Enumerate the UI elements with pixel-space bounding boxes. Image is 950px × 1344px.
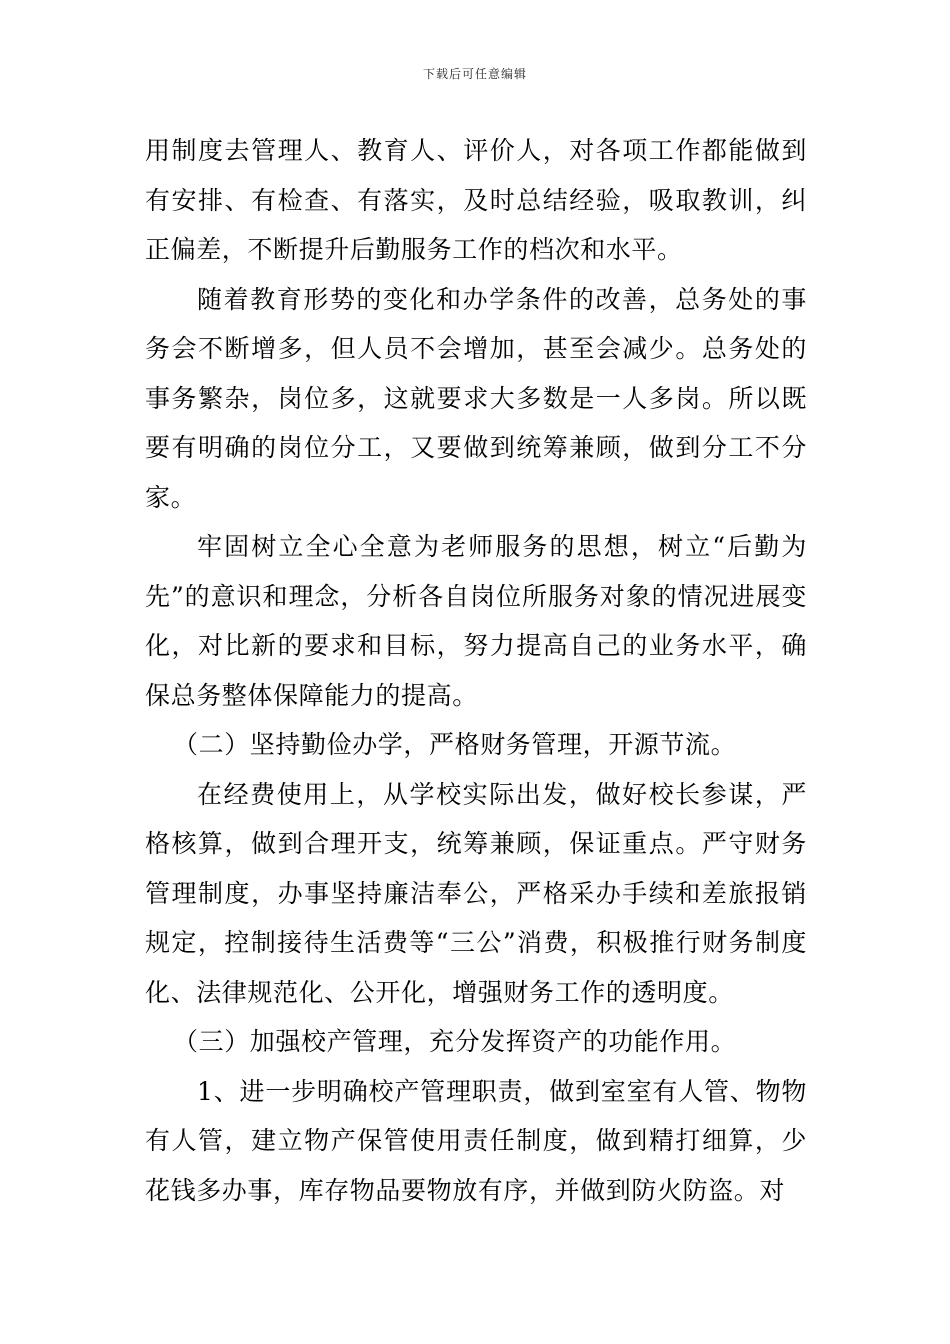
- page-header: 下载后可任意编辑: [422, 67, 527, 81]
- document-body: [145, 126, 807, 1215]
- section-heading-2: （二）坚持勤俭办学，严格财务管理，开源节流。: [173, 730, 737, 759]
- paragraph-5: 1、进一步明确校产管理职责，做到室室有人管、物物有人管，建立物产保管使用责任制度，做到精打细算，少花钱多办事，库存物品要物放有序，并做到防火防盗。对: [145, 1076, 807, 1205]
- paragraph-2: 随着教育形势的变化和办学条件的改善，总务处的事务会不断增多，但人员不会增加，甚至会减少。总务处的事务繁杂，岗位多，这就要求大多数是一人多岗。所以既要有明确的岗位分工，又要做到统筹兼顾，做到分工不分家。: [145, 284, 807, 512]
- paragraph-4: 在经费使用上，从学校实际出发，做好校长参谋，严格核算，做到合理开支，统筹兼顾，保证重点。严守财务管理制度，办事坚持廉洁奉公，严格采办手续和差旅报销规定，控制接待生活费等“三公”消费，积极推行财务制度化、法律规范化、公开化，增强财务工作的透明度。: [145, 779, 807, 1007]
- paragraph-1: 用制度去管理人、教育人、评价人，对各项工作都能做到有安排、有检查、有落实，及时总结经验，吸取教训，纠正偏差，不断提升后勤服务工作的档次和水平。: [145, 136, 807, 264]
- section-heading-3: （三）加强校产管理，充分发挥资产的功能作用。: [173, 1027, 737, 1056]
- paragraph-3: 牢固树立全心全意为老师服务的思想，树立“后勤为先”的意识和理念，分析各自岗位所服务对象的情况进展变化，对比新的要求和目标，努力提高自己的业务水平，确保总务整体保障能力的提高。: [145, 532, 807, 710]
